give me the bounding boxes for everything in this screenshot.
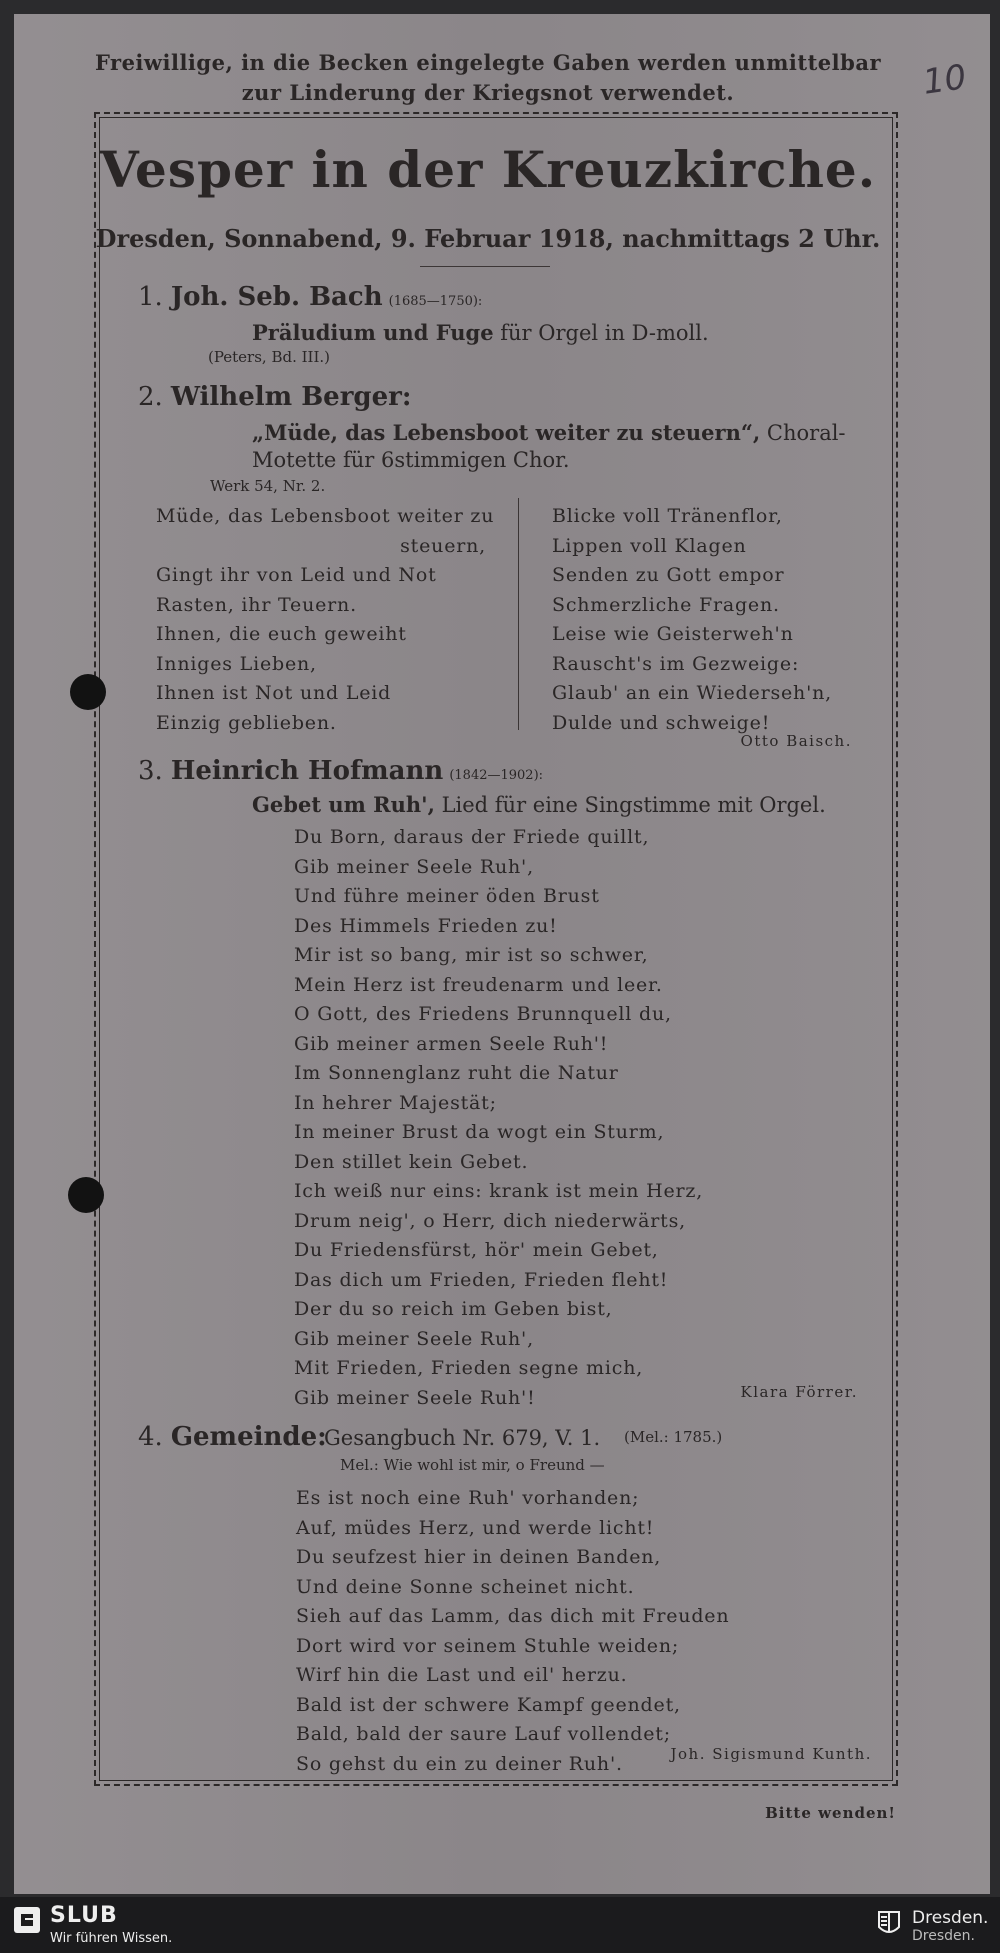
lyric-line: Des Himmels Frieden zu!: [294, 914, 558, 937]
lyric-line: Bald ist der schwere Kampf geendet,: [296, 1693, 681, 1716]
city-coat-of-arms-icon: [878, 1911, 900, 1937]
city-wordmark: [912, 1909, 988, 1945]
item-1-composer: Joh. Seb. Bach: [170, 282, 383, 312]
slub-logo-icon: [14, 1907, 40, 1933]
notice-line-2: zur Linderung der Kriegsnot verwendet.: [241, 80, 735, 105]
lyric-line: Du Friedensfürst, hör' mein Gebet,: [294, 1239, 659, 1261]
lyric-line: Ihnen, die euch geweiht: [156, 623, 407, 645]
lyric-line: Es ist noch eine Ruh' vorhanden;: [296, 1487, 640, 1509]
item-2-number: 2.: [138, 382, 163, 412]
lyric-line: Schmerzliche Fragen.: [552, 593, 780, 616]
item-3-work-title: Gebet um Ruh',: [252, 792, 435, 817]
lyric-line: Du Born, daraus der Friede quillt,: [294, 826, 650, 848]
punch-hole: [68, 1177, 104, 1213]
lyric-line: Mein Herz ist freudenarm und leer.: [294, 973, 663, 996]
lyric-line: Gib meiner Seele Ruh',: [294, 855, 534, 878]
item-4-label: Gemeinde:: [170, 1422, 327, 1452]
lyric-line: Und führe meiner öden Brust: [294, 885, 600, 907]
item-2-poet: Otto Baisch.: [740, 732, 852, 750]
lyric-line: Den stillet kein Gebet.: [294, 1150, 529, 1173]
item-3-composer: Heinrich Hofmann: [170, 756, 444, 786]
lyric-line: Dulde und schweige!: [552, 711, 771, 734]
item-1-number: 1.: [138, 282, 163, 312]
city-name-line: Dresden.: [912, 1908, 989, 1928]
lyric-line: Gib meiner Seele Ruh',: [294, 1327, 534, 1350]
lyric-line: Drum neig', o Herr, dich niederwärts,: [294, 1209, 686, 1232]
lyric-line: Gingt ihr von Leid und Not: [156, 564, 437, 586]
lyric-line: Inniges Lieben,: [156, 652, 317, 675]
item-1-work-rest: für Orgel in D-moll.: [493, 321, 709, 345]
item-3-heading: [138, 756, 543, 786]
item-2-work-genre: Choral-: [760, 421, 846, 445]
item-4-melody-year: (Mel.: 1785.): [624, 1428, 723, 1446]
item-1-edition: (Peters, Bd. III.): [208, 348, 331, 366]
lyric-line: Senden zu Gott empor: [552, 564, 785, 586]
item-4-lyrics: [296, 1484, 729, 1779]
notice-line-1: Freiwillige, in die Becken eingelegte Gaben werden unmittelbar: [94, 50, 882, 75]
lyric-line: Und deine Sonne scheinet nicht.: [296, 1575, 635, 1598]
item-1-heading: [138, 282, 482, 312]
item-2-opus: Werk 54, Nr. 2.: [210, 477, 326, 495]
item-4-poet: Joh. Sigismund Kunth.: [670, 1745, 872, 1763]
lyric-line: Das dich um Frieden, Frieden fleht!: [294, 1268, 669, 1291]
lyric-line: Sieh auf das Lamm, das dich mit Freuden: [296, 1605, 730, 1627]
viewer-footer: [0, 1897, 1000, 1953]
lyric-line: Rauscht's im Gezweige:: [552, 652, 800, 675]
lyric-line: O Gott, des Friedens Brunnquell du,: [294, 1003, 672, 1025]
lyric-line: Ihnen ist Not und Leid: [156, 682, 392, 704]
item-3-number: 3.: [138, 756, 163, 786]
lyric-line: Ich weiß nur eins: krank ist mein Herz,: [294, 1180, 704, 1202]
item-1-work-title: Präludium und Fuge: [252, 320, 494, 345]
city-name-mirror: Dresden.: [912, 1928, 975, 1944]
lyric-line: Du seufzest hier in deinen Banden,: [296, 1546, 662, 1568]
lyric-line: In meiner Brust da wogt ein Sturm,: [294, 1121, 665, 1143]
lyric-line: Leise wie Geisterweh'n: [552, 623, 794, 645]
turn-over-note: Bitte wenden!: [765, 1804, 896, 1822]
lyric-line: Gib meiner armen Seele Ruh'!: [294, 1032, 609, 1055]
library-claim: Wir führen Wissen.: [50, 1931, 173, 1946]
item-1-work: [252, 320, 709, 345]
item-2-lyrics-left: [156, 502, 495, 738]
item-3-poet: Klara Förrer.: [740, 1383, 858, 1401]
punch-hole: [70, 674, 106, 710]
title-divider: [420, 266, 550, 267]
lyric-line: Mit Frieden, Frieden segne mich,: [294, 1357, 644, 1379]
donation-notice: [0, 48, 976, 108]
item-4-hymnal: Gesangbuch Nr. 679, V. 1.: [324, 1426, 601, 1450]
lyric-line: Rasten, ihr Teuern.: [156, 593, 357, 616]
lyric-line: Bald, bald der saure Lauf vollendet;: [296, 1723, 671, 1745]
lyric-line: Wirf hin die Last und eil' herzu.: [296, 1664, 628, 1686]
lyric-line: steuern,: [400, 534, 486, 557]
lyric-line: Im Sonnenglanz ruht die Natur: [294, 1062, 619, 1084]
item-3-work: [252, 792, 826, 817]
library-name: SLUB: [50, 1903, 118, 1928]
item-4-number: 4.: [138, 1422, 163, 1452]
item-2-work-title: „Müde, das Lebensboot weiter zu steuern“,: [252, 420, 761, 445]
item-2-heading: [138, 382, 411, 412]
page-title: Vesper in der Kreuzkirche.: [99, 140, 877, 199]
item-2-composer: Wilhelm Berger:: [170, 382, 412, 412]
item-4-heading: [138, 1422, 327, 1452]
lyric-line: Müde, das Lebensboot weiter zu: [156, 505, 495, 527]
item-2-work-line-2: Motette für 6stimmigen Chor.: [252, 448, 570, 472]
lyric-line: Lippen voll Klagen: [552, 534, 747, 557]
item-2-lyrics-right: [552, 502, 832, 738]
column-divider: [518, 498, 519, 730]
item-3-work-rest: Lied für eine Singstimme mit Orgel.: [434, 793, 826, 817]
item-4-melody: Mel.: Wie wohl ist mir, o Freund —: [340, 1456, 605, 1474]
lyric-line: Dort wird vor seinem Stuhle weiden;: [296, 1634, 680, 1657]
archive-number: 10: [920, 57, 969, 103]
item-3-lyrics: [294, 823, 703, 1413]
lyric-line: Mir ist so bang, mir ist so schwer,: [294, 944, 649, 966]
lyric-line: Glaub' an ein Wiederseh'n,: [552, 682, 832, 704]
item-1-dates: (1685—1750):: [388, 294, 483, 309]
event-date-line: Dresden, Sonnabend, 9. Februar 1918, nachmittags 2 Uhr.: [95, 224, 881, 253]
lyric-line: Der du so reich im Geben bist,: [294, 1298, 613, 1320]
item-2-work-line-1: [252, 420, 846, 445]
lyric-line: Einzig geblieben.: [156, 711, 337, 734]
lyric-line: In hehrer Majestät;: [294, 1091, 497, 1114]
lyric-line: So gehst du ein zu deiner Ruh'.: [296, 1752, 623, 1775]
lyric-line: Blicke voll Tränenflor,: [552, 505, 783, 527]
lyric-line: Auf, müdes Herz, und werde licht!: [296, 1516, 655, 1539]
lyric-line: Gib meiner Seele Ruh'!: [294, 1386, 536, 1409]
item-3-dates: (1842—1902):: [449, 768, 544, 783]
